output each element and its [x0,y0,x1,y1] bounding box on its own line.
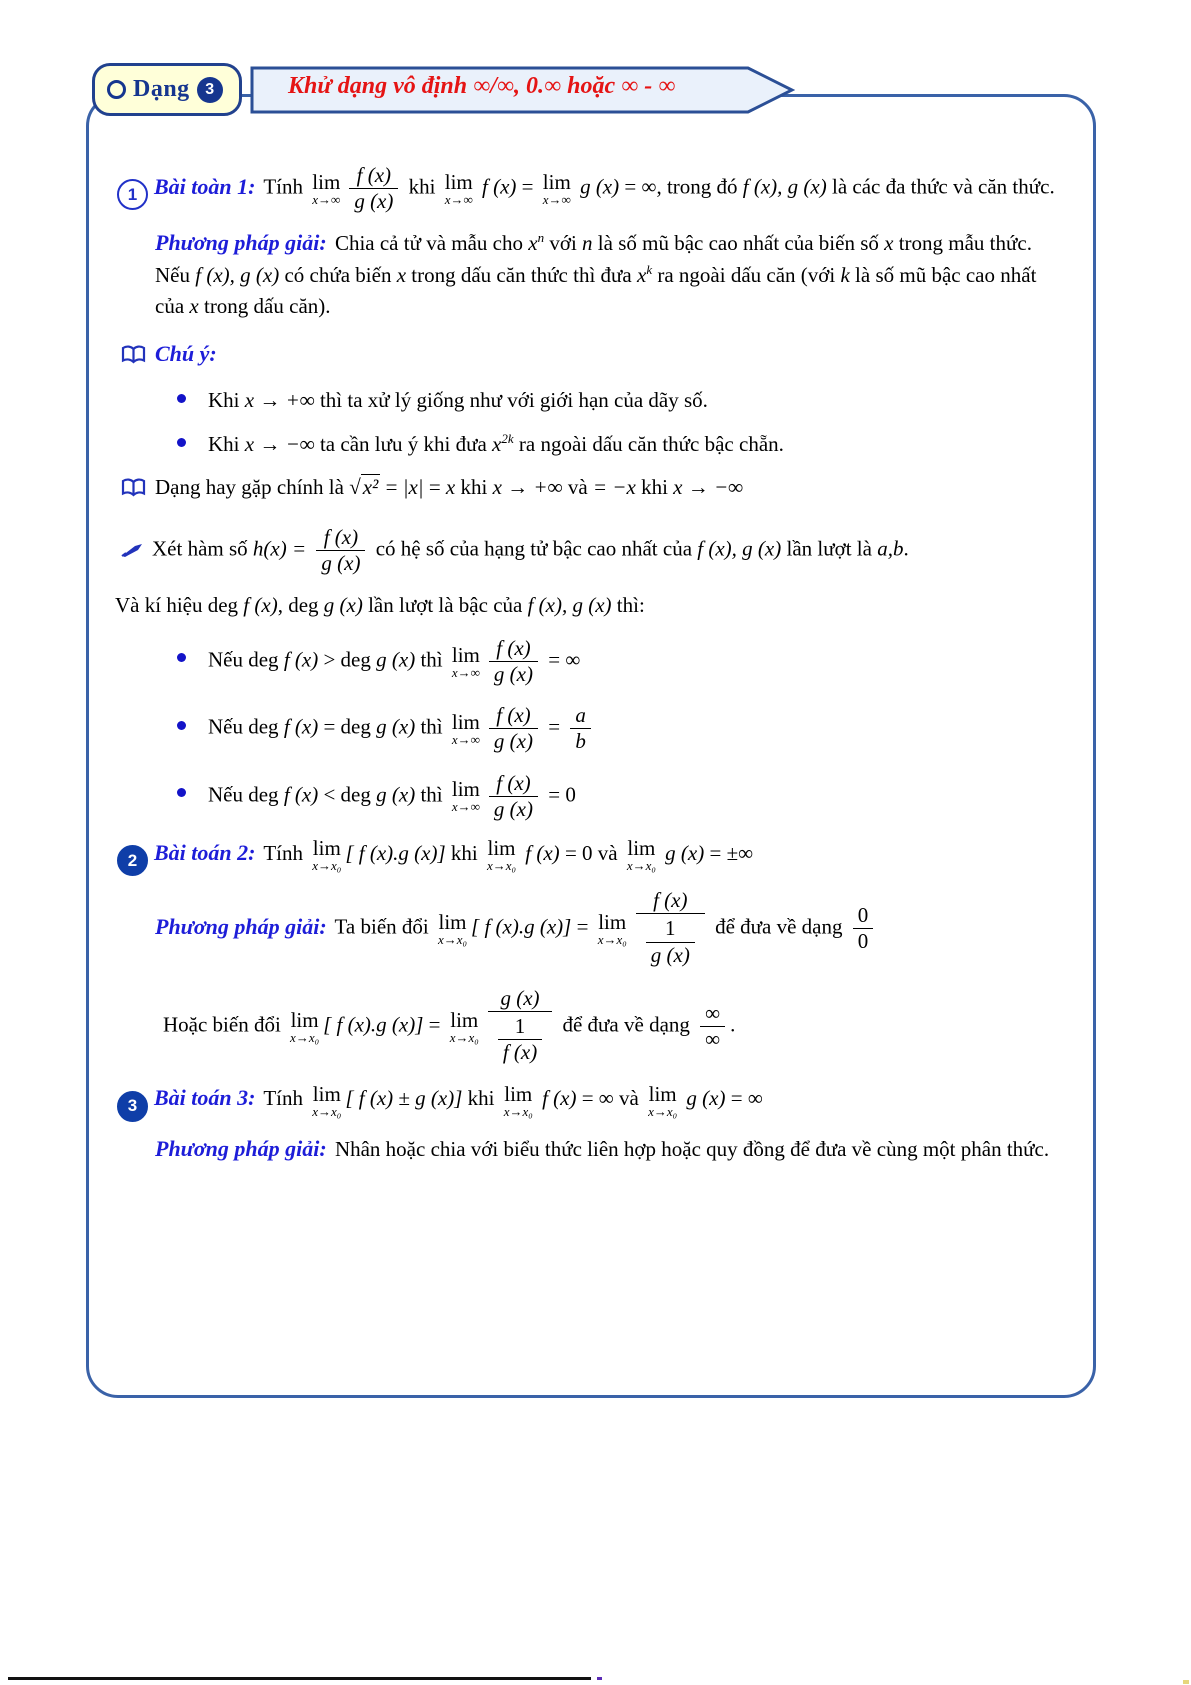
note-coefficients: Xét hàm số h(x) = $\frac{f (x)}{g (x)}$ có hệ số của hạng tử bậc cao nhất của f (x), g (x) lần lượt là a,b. [121,523,1059,578]
problem-2: 2 Bài toán 2: Tính lim x→x₀ [ f (x).g (x)] khi lim x→x₀ f (x) = 0 và lim x→x₀ g (x) = ±∞ [117,836,1059,876]
math-run: f (x), g (x) [742,174,827,199]
math-run: f (x), g (x) [527,593,612,618]
footer-rule [8,1677,591,1680]
method-1: Phương pháp giải: Chia cả tử và mẫu cho $x^n$ với n là số mũ bậc cao nhất của biến số x trong mẫu thức. Nếu f (x), g (x) có chứa biến x trong dấu căn thức thì đưa $x^k$ ra ngoài dấu căn (với k là số mũ bậc cao nhất của x trong dấu căn). [155,230,1037,319]
fraction [636,888,705,970]
limit-operator: lim x→x₀ [626,836,656,874]
problem-number-badge: 3 [117,1091,148,1122]
math-run: f (x) [496,635,531,660]
deg-intro: Và kí hiệu deg f (x), deg g (x) lần lượt là bậc của f (x), g (x) thì: [115,593,645,618]
math-run: = −x [592,475,636,500]
math-run: k [840,262,850,287]
deg-case-greater: Nếu deg f (x) > deg g (x) thì lim x→∞ $\frac{f (x)}{g (x)}$ = ∞ [177,634,1059,689]
block-label: Phương pháp giải: [155,913,327,939]
note-common-form: Dạng hay gặp chính là √x² = |x| = x khi x → +∞ và = −x khi x → −∞ [121,472,1059,507]
math-run: g (x) [376,782,416,806]
math-run: x → −∞ [673,475,744,500]
math-run: g (x) [321,551,361,576]
limit-operator: lim x→x₀ [486,836,517,874]
math-run: f (x), g (x) [195,262,280,287]
note-chu-y [121,337,1059,374]
footer-speck [1183,1680,1189,1684]
power-expression: $x^{2k}$ [492,430,514,456]
circle-icon [107,80,126,99]
math-run: x [445,475,456,500]
fraction [349,163,398,214]
power-expression: $x^n$ [528,230,545,256]
math-run: x → −∞ [244,431,315,456]
fraction [489,771,538,822]
fraction: $\frac{\infty}{\infty}$ [700,1001,725,1052]
problem-1: 1 Bài toàn 1: Tính lim x→∞ $\frac{f (x)}{g (x)}$ khi lim x→∞ f (x) = lim x→∞ g (x) = ∞, trong đó f (x), g (x) là các đa thức và căn thức. [117,161,1059,216]
sqrt-expression: √x² [349,475,379,500]
math-run: f (x) [536,1086,577,1111]
math-run: f (x) [496,770,531,795]
block-label: Chú ý: [155,340,217,366]
limit-operator: lim x→∞ [312,169,341,207]
math-run: f (x) [243,593,278,618]
math-run: f (x) [476,174,517,199]
limit-operator: lim x→∞ [542,169,571,207]
math-run: f (x) [283,782,319,806]
math-run: g (x) [659,840,705,865]
math-run: f (x) [323,524,359,549]
problem-number-badge: 2 [117,845,148,876]
limit-operator: lim x→x₀ [503,1081,533,1119]
math-run: f (x) [502,1040,538,1065]
block-label: Phương pháp giải: [155,1135,327,1161]
deg-case-equal: Nếu deg f (x) = deg g (x) thì lim x→∞ $\frac{f (x)}{g (x)}$ = $\frac{a}{b}$ [177,701,1059,756]
fraction [489,636,538,687]
math-run: a [575,703,586,728]
deg-case-less: Nếu deg f (x) < deg g (x) thì lim x→∞ $\frac{f (x)}{g (x)}$ = 0 [177,769,1059,824]
block-label: Phương pháp giải: [155,230,327,256]
method-3: Phương pháp giải: Nhân hoặc chia với biểu thức liên hợp hoặc quy đồng để đưa về cùng một phân thức. [155,1135,1050,1161]
math-run: f (x), g (x) [697,536,782,561]
fraction [488,986,552,1068]
math-run: f (x) [496,703,531,728]
limit-operator: lim x→x₀ [597,910,627,948]
math-run: h(x) = [252,536,312,561]
math-run: n [582,231,593,256]
limit-operator: lim x→x₀ [290,1007,320,1045]
limit-operator: lim x→∞ [444,169,473,207]
math-run: [ f (x).g (x)] [323,1012,424,1037]
fraction [489,703,538,754]
document-body [115,161,1059,1165]
math-run: f (x) [520,840,560,865]
block-label: Bài toán 3: [154,1085,256,1111]
limit-operator: lim x→∞ [451,777,480,815]
math-run: x → +∞ [244,388,315,413]
footer-tick [597,1677,602,1680]
math-run: g (x) [354,189,394,214]
bullet-dot-icon [177,788,186,797]
math-run: x [884,231,894,256]
fraction: $\frac{0}{0}$ [853,903,874,954]
fraction: $\frac{1}{g (x)}$ [646,916,695,967]
limit-operator: lim x→∞ [451,709,480,748]
bullet-dot-icon [177,653,186,662]
note-bullet-1: Khi x → +∞ thì ta xử lý giống như với giới hạn của dãy số. [177,385,1059,417]
math-run: g (x) [376,714,416,739]
problem-number-badge: 1 [117,179,148,210]
fraction [570,703,591,754]
math-run: g (x) [500,985,540,1010]
section-title: Khử dạng vô định ∞/∞, 0.∞ hoặc ∞ - ∞ [288,73,676,99]
bullet-dot-icon [177,394,186,403]
dang-tab [92,63,242,116]
math-run: f (x) [283,647,319,672]
title-banner [250,66,795,114]
math-run: [ f (x).g (x)] [345,840,446,865]
book-icon [121,342,146,374]
limit-operator: lim x→x₀ [312,836,342,874]
math-run: g (x) [574,174,620,199]
math-run: f (x) [653,888,688,913]
limit-operator: lim x→x₀ [449,1007,479,1045]
math-run: a,b [877,536,904,561]
method-2a: Phương pháp giải: Ta biến đổi lim x→x₀ [ f (x).g (x)] = lim x→x₀ $\frac{f (x)}{\frac{1}{g (x)}}$ để đưa về dạng $\frac{0}{0}$ [155,886,1059,972]
problem-3: 3 Bài toán 3: Tính lim x→x₀ [ f (x) ± g (x)] khi lim x→x₀ f (x) = ∞ và lim x→x₀ g (x) = ∞ [117,1081,1059,1121]
math-run: f (x) [283,714,319,739]
dang-number-badge: 3 [197,77,223,103]
book-icon [121,475,146,507]
dang-label: Dạng [133,76,190,102]
math-run: g (x) [493,729,533,754]
fraction: $\frac{1}{f (x)}$ [498,1014,542,1065]
math-run: g (x) [681,1086,726,1111]
math-run: [ f (x) ± g (x)] [345,1086,463,1111]
math-run: x [396,262,407,287]
math-run: g (x) [376,647,416,672]
math-run: [ f (x).g (x)] [471,914,572,939]
math-run: g (x) [650,942,690,967]
math-run: f (x) [356,163,392,187]
limit-operator: lim x→x₀ [437,910,468,948]
block-label: Bài toàn 1: [154,173,256,199]
method-2b: Hoặc biến đổi lim x→x₀ [ f (x).g (x)] = lim x→x₀ $\frac{g (x)}{\frac{1}{f (x)}}$ để đưa về dạng $\frac{\infty}{\infty}$ . [163,984,1059,1070]
fraction [316,525,365,576]
power-expression: $x^k$ [636,261,653,287]
limit-operator: lim x→x₀ [312,1081,342,1119]
math-run: x [189,294,199,319]
block-label: Bài toán 2: [154,839,256,865]
math-run: b [575,729,586,754]
math-run: x → +∞ [492,475,563,500]
note-bullet-2: Khi x → −∞ ta cần lưu ý khi đưa $x^{2k}$ ra ngoài dấu căn thức bậc chẵn. [177,429,1059,461]
bullet-dot-icon [177,438,186,447]
pen-icon [121,536,143,568]
limit-operator: lim x→x₀ [648,1081,678,1119]
content-box [86,94,1096,1398]
math-run: |x| [402,475,424,500]
math-run: g (x) [493,796,533,821]
math-run: g (x) [493,661,533,686]
limit-operator: lim x→∞ [451,642,480,680]
math-run: g (x) [323,593,363,618]
bullet-dot-icon [177,721,186,730]
